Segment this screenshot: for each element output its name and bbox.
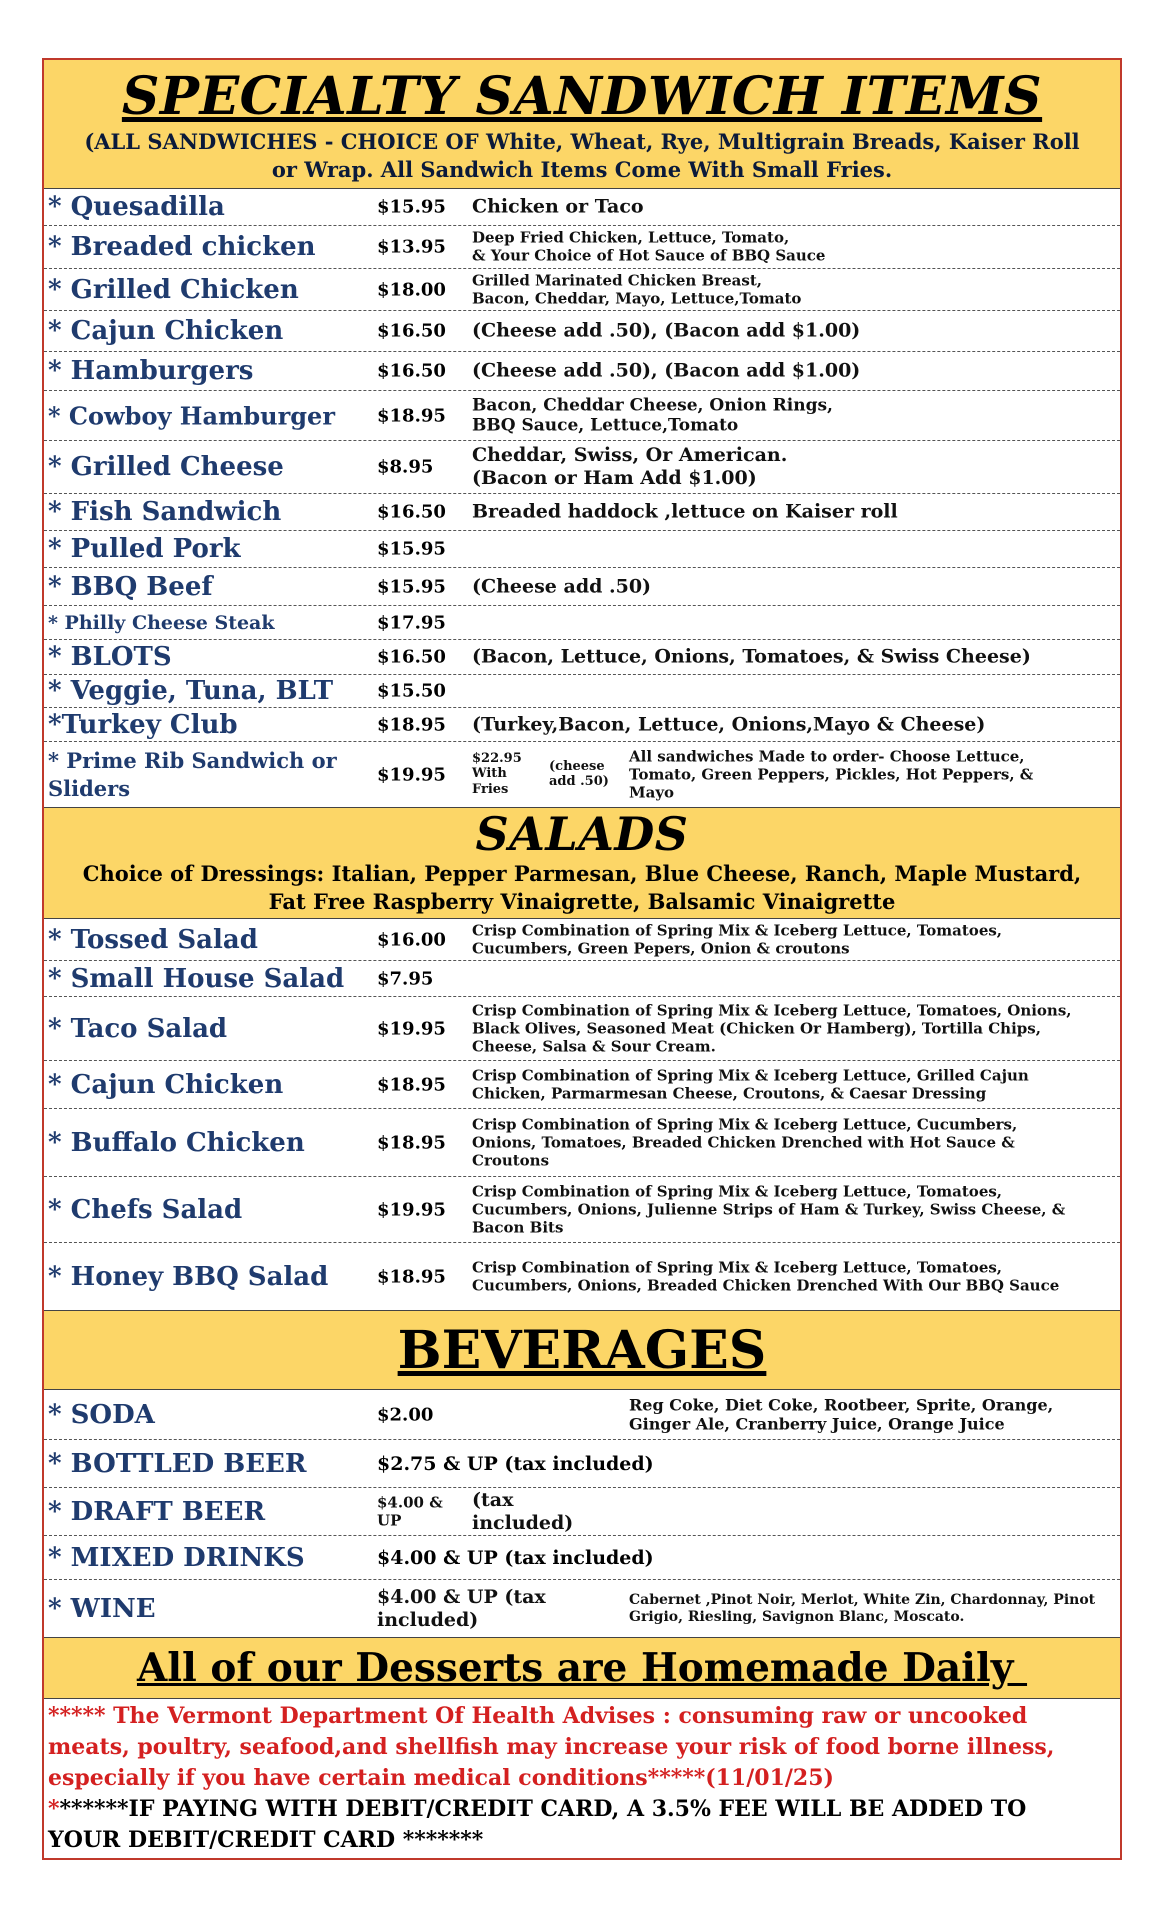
tax-note-line: (tax [472,1488,514,1511]
menu-row [44,742,1120,808]
menu-row [44,1061,1120,1109]
menu-row [44,1580,1120,1638]
item-price: $18.95 [377,1132,446,1153]
item-desc [472,1115,1017,1170]
item-name: * SODA [48,1399,155,1430]
menu-row [44,1390,1120,1440]
item-desc-line: Crisp Combination of Spring Mix & Iceberg Lettuce, Tomatoes, [472,1182,1003,1201]
item-name: * BOTTLED BEER [48,1448,307,1479]
notices [44,1699,1120,1856]
sandwich-subtitle-line1: (ALL SANDWICHES - CHOICE OF White, Wheat, Rye, Multigrain Breads, Kaiser Roll [84,129,1080,154]
item-name: * BBQ Beef [48,571,213,602]
menu-row [44,269,1120,311]
item-name: * Taco Salad [48,1013,228,1044]
item-name: * Honey BBQ Salad [48,1261,329,1292]
item-price: $19.95 [377,1199,446,1220]
item-price-line: $4.00 & [377,1493,443,1512]
item-desc-line: Ginger Ale, Cranberry Juice, Orange Juice [629,1414,1005,1434]
item-name: * WINE [48,1593,156,1624]
item-desc [472,921,1002,958]
menu-row [44,1536,1120,1580]
sandwich-header [44,60,1120,189]
item-desc: Breaded haddock ,lettuce on Kaiser roll [472,500,898,523]
menu-row [44,1488,1120,1536]
item-desc [629,1395,1053,1434]
item-desc [472,229,825,266]
item-name: * Hamburgers [48,356,254,386]
menu-row [44,1243,1120,1311]
item-name: * Veggie, Tuna, BLT [48,676,334,706]
item-price: $19.95 [377,1018,446,1039]
with-fries-price [472,751,522,799]
item-desc: (Cheese add .50), (Bacon add $1.00) [472,359,861,382]
item-name: * Fish Sandwich [48,497,282,527]
item-desc: Chicken or Taco [472,195,644,218]
item-desc-line: Chicken, Parmarmesan Cheese, Croutons, & Caesar Dressing [472,1084,987,1103]
menu-row [44,531,1120,568]
beverage-list [44,1390,1120,1638]
menu-row [44,1109,1120,1177]
item-desc-line: Bacon, Cheddar Cheese, Onion Rings, [472,394,833,415]
menu-row [44,640,1120,675]
item-desc-line: & Your Choice of Hot Sauce of BBQ Sauce [472,247,826,265]
item-name: * Philly Cheese Steak [48,611,275,634]
item-desc: (Cheese add .50) [472,574,652,597]
item-price: $16.50 [377,320,446,342]
item-name: * Breaded chicken [48,232,316,262]
sandwich-list [44,189,1120,808]
item-price [377,1493,443,1530]
item-name: * BLOTS [48,642,172,672]
item-desc-line: Crisp Combination of Spring Mix & Iceberg Lettuce, Tomatoes, Onions, [472,1001,1072,1020]
card-fee-notice [48,1794,1114,1825]
item-name: * Quesadilla [48,192,225,222]
item-name: * Small House Salad [48,963,345,994]
item-desc-line: Bacon Bits [472,1218,564,1237]
menu-row [44,226,1120,269]
item-name: * Grilled Cheese [48,452,284,482]
item-desc-line: All sandwiches Made to order- Choose Lettuce, [629,747,1025,766]
item-name: * Grilled Chicken [48,274,299,305]
menu-row [44,675,1120,708]
item-price: $8.95 [377,456,434,478]
beverages-header [44,1311,1120,1390]
item-name: * MIXED DRINKS [48,1542,305,1573]
item-price: $13.95 [377,236,446,258]
item-price: $4.00 & UP (tax included) [377,1546,654,1569]
item-name: * Tossed Salad [48,924,258,955]
menu-row [44,352,1120,391]
item-desc-line: Cucumbers, Onions, Julienne Strips of Ham & Turkey, Swiss Cheese, & [472,1200,1066,1219]
item-desc-line: Grigio, Riesling, Savignon Blanc, Moscato. [629,1608,965,1625]
salads-subtitle-line2: Fat Free Raspberry Vinaigrette, Balsamic Vinaigrette [268,889,896,914]
sandwich-subtitle-line2: or Wrap. All Sandwich Items Come With Small Fries. [271,157,893,182]
item-desc [472,1258,1059,1295]
item-desc: (Bacon, Lettuce, Onions, Tomatoes, & Swiss Cheese) [472,645,1031,668]
item-name-line: * Prime Rib Sandwich or [48,747,337,773]
item-price: $18.95 [377,1074,446,1095]
item-desc-line: Bacon, Cheddar, Mayo, Lettuce,Tomato [472,289,802,308]
cheese-addon [549,759,609,791]
item-price: $18.95 [377,714,446,735]
with-fries-line: Fries [472,782,509,798]
cheese-addon-line: add .50) [549,774,609,790]
menu-row [44,494,1120,531]
health-advisory-line: ***** The Vermont Department Of Health Advises : consuming raw or uncooked [48,1703,1028,1729]
item-price: $16.50 [377,360,446,382]
item-desc [629,1591,1095,1625]
item-price: $16.00 [377,929,446,950]
item-price: $2.75 & UP (tax included) [377,1452,654,1475]
item-name: * DRAFT BEER [48,1496,266,1527]
item-name: *Turkey Club [48,709,238,740]
item-desc-line: Crisp Combination of Spring Mix & Iceberg Lettuce, Tomatoes, [472,1258,1003,1277]
item-price: $18.95 [377,1266,446,1287]
item-desc [472,444,787,490]
menu-row [44,441,1120,494]
item-price-line: included) [377,1608,479,1631]
item-desc-line: Cucumbers, Green Pepers, Onion & croutons [472,939,850,958]
item-desc-line: Reg Coke, Diet Coke, Rootbeer, Sprite, Orange, [629,1394,1054,1414]
item-desc-line: Grilled Marinated Chicken Breast, [472,271,762,290]
item-desc-line: Crisp Combination of Spring Mix & Iceberg Lettuce, Grilled Cajun [472,1066,1029,1085]
card-fee-line: ******IF PAYING WITH DEBIT/CREDIT CARD, A 3.5% FEE WILL BE ADDED TO [59,1796,1027,1822]
item-desc-line: Cucumbers, Onions, Breaded Chicken Drenched With Our BBQ Sauce [472,1276,1060,1295]
item-desc-line: Mayo [629,783,675,802]
menu-row [44,1177,1120,1243]
salads-subtitle-line1: Choice of Dressings: Italian, Pepper Parmesan, Blue Cheese, Ranch, Maple Mustard, [82,861,1082,886]
item-name: * Pulled Pork [48,534,241,564]
salad-list [44,919,1120,1311]
item-desc-line: Croutons [472,1151,550,1170]
item-desc-line: Tomato, Green Peppers, Pickles, Hot Peppers, & [629,765,1034,784]
item-desc-line: Cheese, Salsa & Sour Cream. [472,1037,716,1056]
item-price: $18.00 [377,279,446,300]
item-desc-line: Cheddar, Swiss, Or American. [472,443,788,466]
item-name: * Buffalo Chicken [48,1127,305,1158]
item-desc [472,395,833,436]
item-price-line: $4.00 & UP (tax [377,1585,546,1608]
menu-row [44,1440,1120,1488]
item-name: * Cajun Chicken [48,1069,284,1100]
salads-title: SALADS [475,807,689,861]
item-price: $16.50 [377,646,446,668]
item-name: * Cajun Chicken [48,316,284,346]
item-name: * Cowboy Hamburger [48,401,335,430]
item-desc-line: Cabernet ,Pinot Noir, Merlot, White Zin, Chardonnay, Pinot [629,1591,1096,1608]
item-desc-line: BBQ Sauce, Lettuce,Tomato [472,415,739,436]
health-advisory-line: meats, poultry, seafood,and shellfish may increase your risk of food borne illness, [48,1734,1055,1760]
item-price-line: UP [377,1511,402,1530]
health-advisory-line: especially if you have certain medical conditions*****(11/01/25) [48,1765,834,1791]
item-name: * Chefs Salad [48,1194,243,1225]
item-desc [472,1182,1065,1237]
with-fries-line: $22.95 [472,750,522,766]
item-desc: (Turkey,Bacon, Lettuce, Onions,Mayo & Cheese) [472,712,986,735]
item-price: $15.95 [377,576,446,597]
item-price [377,1585,546,1631]
item-desc: (Cheese add .50), (Bacon add $1.00) [472,319,861,342]
item-desc-line: Deep Fried Chicken, Lettuce, Tomato, [472,228,790,247]
item-price: $15.50 [377,680,446,702]
menu-row [44,919,1120,961]
cheese-addon-line: (cheese [549,758,605,774]
menu-page [42,58,1122,1860]
item-desc [472,1066,1029,1103]
menu-row [44,606,1120,640]
item-price: $19.95 [377,764,446,785]
item-desc-line: Crisp Combination of Spring Mix & Iceberg Lettuce, Tomatoes, [472,921,1003,940]
menu-row [44,961,1120,997]
item-desc-line: (Bacon or Ham Add $1.00) [472,467,757,489]
menu-row [44,391,1120,441]
item-price: $7.95 [377,968,434,989]
item-price: $16.50 [377,501,446,523]
with-fries-line: With [472,766,507,782]
sandwich-title: SPECIALTY SANDWICH ITEMS [121,66,1043,127]
menu-row [44,568,1120,606]
item-name-line: Sliders [48,775,131,801]
menu-row [44,311,1120,352]
menu-row [44,997,1120,1061]
desserts-title: All of our Desserts are Homemade Daily [136,1645,1028,1691]
item-price: $15.95 [377,196,446,218]
item-desc [629,747,1033,802]
beverages-title: BEVERAGES [397,1319,767,1381]
menu-row [44,708,1120,742]
card-fee-prefix: * [48,1796,60,1822]
item-name [48,747,337,803]
salads-header [44,808,1120,919]
item-desc [472,271,801,308]
tax-note-line: included) [472,1511,574,1534]
item-price: $17.95 [377,612,446,633]
item-price: $2.00 [377,1404,434,1425]
item-desc-line: Black Olives, Seasoned Meat (Chicken Or Hamberg), Tortilla Chips, [472,1019,1041,1038]
card-fee-line: YOUR DEBIT/CREDIT CARD ******* [48,1827,484,1853]
item-desc [472,1001,1072,1056]
desserts-banner [44,1638,1120,1699]
item-price: $18.95 [377,405,446,426]
tax-note [472,1488,573,1534]
item-desc-line: Crisp Combination of Spring Mix & Iceberg Lettuce, Cucumbers, [472,1115,1018,1134]
menu-row [44,189,1120,226]
item-price: $15.95 [377,538,446,560]
item-desc-line: Onions, Tomatoes, Breaded Chicken Drenched with Hot Sauce & [472,1133,1015,1152]
